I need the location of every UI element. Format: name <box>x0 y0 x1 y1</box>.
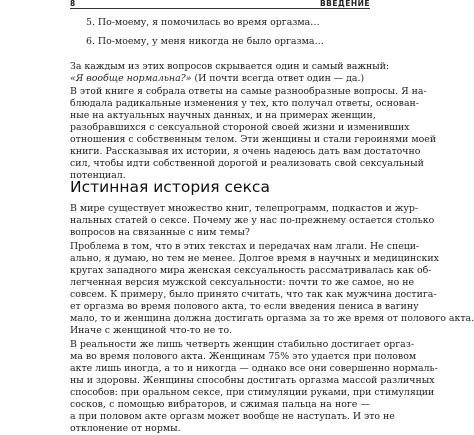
paragraph-1-line: За каждым из этих вопросов скрывается один и самый важный: <box>70 61 390 72</box>
paragraph-2-line: разобравшихся с сексуальной стороной своей жизни и изменивших <box>70 122 410 133</box>
paragraph-5-line: акте лишь иногда, а то и никогда — однако все они совершенно нормаль- <box>70 363 438 374</box>
paragraph-5-line: способов: при оральном сексе, при стимуляции руками, при стимуляции <box>70 387 435 398</box>
paragraph-4-line: ет оргазма во время полового акта, то если введения пениса в вагину <box>70 301 419 312</box>
paragraph-2-line: ные на актуальных научных данных, и на примерах женщин, <box>70 110 376 121</box>
paragraph-5-line: а при половом акте оргазм может вообще не наступать. И это не <box>70 411 395 422</box>
section-heading: Истинная история секса <box>70 178 270 196</box>
paragraph-5-line: отклонение от нормы. <box>70 423 181 434</box>
paragraph-4-line: кругах западного мира женская сексуальность рассматривалась как об- <box>70 265 432 276</box>
paragraph-5-line: ма во время полового акта. Женщинам 75% это удается при половом <box>70 351 417 362</box>
page-number: 8 <box>70 0 76 8</box>
paragraph-4-line: мало, то и женщина должна достигать оргазма за то же время от полового акта. <box>70 313 474 324</box>
paragraph-5-line: В реальности же лишь четверть женщин стабильно достигает оргаз- <box>70 339 415 350</box>
paragraph-2-line: потенциал. <box>70 170 126 181</box>
paragraph-2-line: В этой книге я собрала ответы на самые разнообразные вопросы. Я на- <box>70 86 427 97</box>
running-section-title: ВВЕДЕНИЕ <box>319 0 370 8</box>
header-divider <box>70 8 370 9</box>
paragraph-5-line: сосков, с помощью вибраторов, и сжимая пальца на ноге — <box>70 399 370 410</box>
paragraph-1-line <box>70 73 370 85</box>
list-item-6: 6. По-моему, у меня никогда не было оргазма… <box>86 36 324 47</box>
paragraph-4-line: совсем. К примеру, было принято считать, что так как мужчина достига- <box>70 289 437 300</box>
paragraph-2-line: книги. Рассказывая их истории, я очень надеюсь дать вам достаточно <box>70 146 421 157</box>
paragraph-3-line: В мире существует множество книг, телепрограмм, подкастов и жур- <box>70 203 419 214</box>
paragraph-4-line: легченная версия мужской сексуальности: почти то же самое, но не <box>70 277 414 288</box>
answer-text: (И почти всегда ответ один — да.) <box>191 73 365 84</box>
paragraph-3-line: вопросов на связанные с ним темы? <box>70 227 250 238</box>
italic-question: «Я вообще нормальна?» <box>70 73 192 84</box>
paragraph-4-line: Проблема в том, что в этих текстах и передачах нам лгали. Не специ- <box>70 241 420 252</box>
paragraph-4-line: ально, я думаю, но тем не менее. Долгое время в научных и медицинских <box>70 253 439 264</box>
paragraph-2-line: отношения с собственным телом. Эти женщины и стали героинями моей <box>70 134 437 145</box>
paragraph-3-line: нальных статей о сексе. Почему же у нас по-прежнему остается столько <box>70 215 435 226</box>
paragraph-2-line: сил, чтобы идти собственной дорогой и реализовать свой сексуальный <box>70 158 424 169</box>
list-item-5: 5. По-моему, я помочилась во время оргазма… <box>86 17 320 28</box>
paragraph-2-line: блюдала радикальные изменения у тех, кто получал ответы, основан- <box>70 98 419 109</box>
paragraph-5-line: ны и здоровы. Женщины способны достигать оргазма массой различных <box>70 375 435 386</box>
paragraph-4-line: Иначе с женщиной что-то не то. <box>70 325 233 336</box>
